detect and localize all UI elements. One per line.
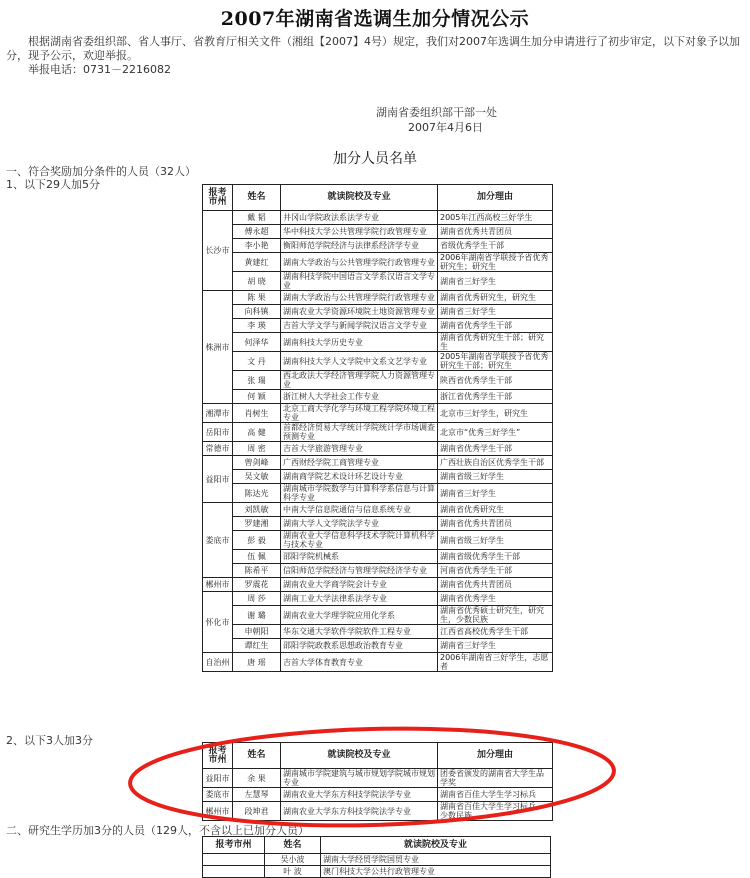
table-row (203, 503, 553, 517)
name-cell: 罗震花 (233, 578, 281, 592)
table-row (203, 291, 553, 305)
table-row (203, 253, 553, 272)
reason-cell: 陕西省优秀学生干部 (438, 371, 553, 390)
school-cell: 邵阳学院政教系思想政治教育专业 (281, 639, 438, 653)
reason-cell: 北京市三好学生，研究生 (438, 404, 553, 423)
school-cell: 吉首大学旅游管理专业 (281, 442, 438, 456)
name-cell: 向科镇 (233, 305, 281, 319)
school-cell: 华东交通大学软件学院软件工程专业 (281, 625, 438, 639)
table-row (203, 225, 553, 239)
city-cell: 郴州市 (203, 578, 233, 592)
table-row (203, 305, 553, 319)
table-row (203, 578, 553, 592)
table-row (203, 866, 551, 878)
reason-cell: 江西省高校优秀学生干部 (438, 625, 553, 639)
table-row (203, 333, 553, 352)
name-cell: 伍 佩 (233, 550, 281, 564)
name-cell: 申朝阳 (233, 625, 281, 639)
school-cell: 广西财经学院工商管理专业 (281, 456, 438, 470)
section-heading-2: 二、研究生学历加3分的人员（129人，不含以上已加分人员） (6, 824, 309, 837)
city-cell: 岳阳市 (203, 423, 233, 442)
reason-cell: 湖南省级三好学生 (438, 531, 553, 550)
table-row (203, 352, 553, 371)
name-cell: 李小艳 (233, 239, 281, 253)
name-cell: 叶 波 (265, 866, 321, 878)
name-cell: 吴小波 (265, 854, 321, 866)
reason-cell: 湖南省优秀共青团员 (438, 517, 553, 531)
reason-cell: 湖南省优秀共青团员 (438, 578, 553, 592)
school-cell: 湖南城市学院建筑与城市规划学院城市规划专业 (281, 769, 438, 788)
header-city: 报考市州 (203, 837, 265, 854)
name-cell: 谭红生 (233, 639, 281, 653)
city-cell: 湘潭市 (203, 404, 233, 423)
issuer: 湖南省委组织部干部一处 (376, 106, 497, 119)
city-cell: 娄底市 (203, 788, 233, 802)
school-cell: 湖南农业大学东方科技学院法学专业 (281, 802, 438, 821)
name-cell: 罗建湘 (233, 517, 281, 531)
name-cell: 左慧琴 (233, 788, 281, 802)
school-cell: 湖南工业大学法律系法学专业 (281, 592, 438, 606)
table-row (203, 423, 553, 442)
name-cell: 段坤君 (233, 802, 281, 821)
table-row (203, 854, 551, 866)
reason-cell: 湖南省百佳大学生学习标兵，少数民族 (438, 802, 553, 821)
city-cell (203, 854, 265, 866)
reason-cell: 省级优秀学生干部 (438, 239, 553, 253)
reason-cell: 湖南省优秀研究生 (438, 503, 553, 517)
school-cell: 湖南农业大学东方科技学院法学专业 (281, 788, 438, 802)
reason-cell: 2005年湖南省学联授予省优秀研究生干部；研究生 (438, 352, 553, 371)
table-row (203, 371, 553, 390)
reason-cell: 湖南省优秀学生干部 (438, 442, 553, 456)
city-cell: 株洲市 (203, 291, 233, 404)
school-cell: 湖南科技学院中国语言文学系汉语言文学专业 (281, 272, 438, 291)
name-cell: 唐 瑶 (233, 653, 281, 672)
city-cell: 益阳市 (203, 456, 233, 503)
school-cell: 湖南大学经贸学院国贸专业 (321, 854, 551, 866)
intro-paragraph: 根据湖南省委组织部、省人事厅、省教育厅相关文件（湘组【2007】4号）规定，我们对2007年选调生加分申请进行了初步审定，以下对象予以加分，现予公示，欢迎举报。 (6, 35, 740, 62)
table-row (203, 404, 553, 423)
header-school: 就读院校及专业 (281, 743, 438, 769)
reason-cell: 湖南省级三好学生 (438, 470, 553, 484)
city-cell: 郴州市 (203, 802, 233, 821)
page-title: 2007年湖南省选调生加分情况公示 (220, 8, 530, 30)
name-cell: 彭 毅 (233, 531, 281, 550)
reason-cell: 湖南省三好学生 (438, 305, 553, 319)
name-cell: 陈希平 (233, 564, 281, 578)
school-cell: 湖南大学人文学院法学专业 (281, 517, 438, 531)
school-cell: 信阳师范学院经济与管理学院经济学专业 (281, 564, 438, 578)
name-cell: 周 密 (233, 442, 281, 456)
city-cell: 常德市 (203, 442, 233, 456)
reason-cell: 湖南省优秀学生 (438, 592, 553, 606)
table-row (203, 625, 553, 639)
name-cell: 周 莎 (233, 592, 281, 606)
school-cell: 华中科技大学公共管理学院行政管理专业 (281, 225, 438, 239)
bonus-table-3pts (202, 742, 553, 821)
name-cell: 陈 果 (233, 291, 281, 305)
section-heading-1: 一、符合奖励加分条件的人员（32人） (6, 165, 196, 178)
name-cell: 吴文敏 (233, 470, 281, 484)
name-cell: 张 瑞 (233, 371, 281, 390)
school-cell: 澳门科技大学公共行政管理专业 (321, 866, 551, 878)
school-cell: 邵阳学院机械系 (281, 550, 438, 564)
table-row (203, 517, 553, 531)
reason-cell: 浙江省优秀学生干部 (438, 390, 553, 404)
city-cell: 娄底市 (203, 503, 233, 578)
school-cell: 西北政法大学经济管理学院人力资源管理专业 (281, 371, 438, 390)
reason-cell: 湖南省百佳大学生学习标兵 (438, 788, 553, 802)
school-cell: 湖南大学政治与公共管理学院行政管理专业 (281, 291, 438, 305)
name-cell: 戴 韬 (233, 211, 281, 225)
name-cell: 高 健 (233, 423, 281, 442)
header-school: 就读院校及专业 (281, 185, 438, 211)
school-cell: 湖南农业大学信息科学技术学院计算机科学与技术专业 (281, 531, 438, 550)
name-cell: 黄建红 (233, 253, 281, 272)
table-row (203, 788, 553, 802)
list-title: 加分人员名单 (333, 151, 417, 167)
issue-date: 2007年4月6日 (408, 121, 483, 134)
name-cell: 何泽华 (233, 333, 281, 352)
table-row (203, 606, 553, 625)
school-cell: 衡阳师范学院经济与法律系经济学专业 (281, 239, 438, 253)
school-cell: 北京工商大学化学与环境工程学院环境工程专业 (281, 404, 438, 423)
name-cell: 曾剑峰 (233, 456, 281, 470)
name-cell: 陈达光 (233, 484, 281, 503)
reason-cell: 湖南省优秀研究生，研究生 (438, 291, 553, 305)
table-row (203, 239, 553, 253)
reason-cell: 湖南省三好学生 (438, 272, 553, 291)
reason-cell: 团委省颁发的湖南省大学生品学奖 (438, 769, 553, 788)
name-cell: 傅永超 (233, 225, 281, 239)
reason-cell: 2005年江西高校三好学生 (438, 211, 553, 225)
city-cell: 益阳市 (203, 769, 233, 788)
reason-cell: 广西壮族自治区优秀学生干部 (438, 456, 553, 470)
school-cell: 湖南科技大学历史专业 (281, 333, 438, 352)
reason-cell: 湖南省三好学生 (438, 484, 553, 503)
table-row (203, 456, 553, 470)
school-cell: 首都经济贸易大学统计学院统计学市场调查预测专业 (281, 423, 438, 442)
header-name: 姓名 (233, 185, 281, 211)
table-row (203, 564, 553, 578)
table-row (203, 211, 553, 225)
section-subheading-2: 2、以下3人加3分 (6, 734, 93, 747)
reason-cell: 北京市“优秀三好学生” (438, 423, 553, 442)
reason-cell: 湖南省优秀共青团员 (438, 225, 553, 239)
school-cell: 吉首大学文学与新闻学院汉语言文学专业 (281, 319, 438, 333)
bonus-table-5pts (202, 184, 553, 672)
name-cell: 何 颖 (233, 390, 281, 404)
name-cell: 胡 晓 (233, 272, 281, 291)
reason-cell: 2006年湖南省三好学生，志愿者 (438, 653, 553, 672)
report-phone: 举报电话：0731－2216082 (28, 63, 171, 76)
table-row (203, 531, 553, 550)
reason-cell: 河南省优秀学生干部 (438, 564, 553, 578)
table-row (203, 442, 553, 456)
table-row (203, 639, 553, 653)
name-cell: 李 瑛 (233, 319, 281, 333)
reason-cell: 2006年湖南省学联授予省优秀研究生；研究生 (438, 253, 553, 272)
school-cell: 湖南城市学院数学与计算科学系信息与计算科学专业 (281, 484, 438, 503)
reason-cell: 湖南省级优秀学生干部 (438, 550, 553, 564)
name-cell: 肖树生 (233, 404, 281, 423)
reason-cell: 湖南省优秀学生干部 (438, 319, 553, 333)
intro-text (6, 35, 744, 77)
graduate-table (202, 836, 551, 878)
reason-cell: 湖南省优秀硕士研究生，研究生，少数民族 (438, 606, 553, 625)
table-row (203, 802, 553, 821)
school-cell: 湖南商学院艺术设计环艺设计专业 (281, 470, 438, 484)
school-cell: 湖南大学政治与公共管理学院行政管理专业 (281, 253, 438, 272)
city-cell: 长沙市 (203, 211, 233, 291)
table-row (203, 470, 553, 484)
school-cell: 中南大学信息院通信与信息系统专业 (281, 503, 438, 517)
name-cell: 刘凯敏 (233, 503, 281, 517)
school-cell: 井冈山学院政法系法学专业 (281, 211, 438, 225)
table-row (203, 319, 553, 333)
reason-cell: 湖南省优秀研究生干部；研究生 (438, 333, 553, 352)
school-cell: 吉首大学体育教育专业 (281, 653, 438, 672)
school-cell: 湖南科技大学人文学院中文系文艺学专业 (281, 352, 438, 371)
city-cell: 怀化市 (203, 592, 233, 653)
table-row (203, 769, 553, 788)
header-school: 就读院校及专业 (321, 837, 551, 854)
city-cell: 自治州 (203, 653, 233, 672)
school-cell: 湖南农业大学商学院会计专业 (281, 578, 438, 592)
table-row (203, 484, 553, 503)
table-row (203, 272, 553, 291)
name-cell: 余 果 (233, 769, 281, 788)
school-cell: 湖南农业大学资源环境院土地资源管理专业 (281, 305, 438, 319)
name-cell: 文 丹 (233, 352, 281, 371)
table-row (203, 390, 553, 404)
school-cell: 浙江树人大学社会工作专业 (281, 390, 438, 404)
table-row (203, 653, 553, 672)
header-name: 姓名 (233, 743, 281, 769)
header-reason: 加分理由 (438, 743, 553, 769)
name-cell: 谢 璐 (233, 606, 281, 625)
table-row (203, 550, 553, 564)
header-name: 姓名 (265, 837, 321, 854)
section-subheading-1: 1、以下29人加5分 (6, 178, 100, 191)
city-cell (203, 866, 265, 878)
table-row (203, 592, 553, 606)
header-city: 报考市州 (203, 743, 233, 769)
header-reason: 加分理由 (438, 185, 553, 211)
school-cell: 湖南农业大学理学院应用化学系 (281, 606, 438, 625)
reason-cell: 湖南省三好学生 (438, 639, 553, 653)
header-city: 报考市州 (203, 185, 233, 211)
